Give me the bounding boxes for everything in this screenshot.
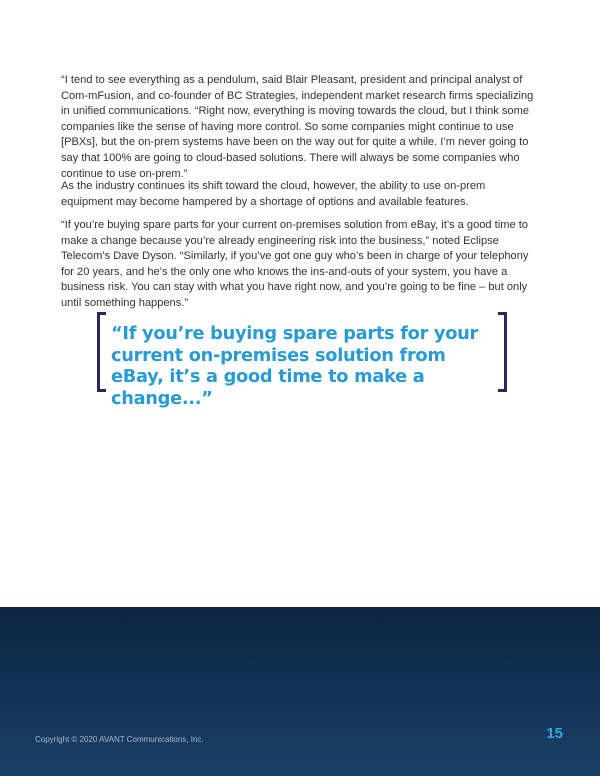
page-number: 15 bbox=[546, 725, 563, 742]
right-bracket bbox=[498, 312, 507, 392]
pull-quote-callout bbox=[97, 312, 507, 409]
left-bracket bbox=[97, 312, 106, 392]
paragraph-pleasant-quote: “I tend to see everything as a pendulum, said Blair Pleasant, president and principal analyst of Com-mFusion, and co-founder of BC Strategies, independent market research firms specializing in unified communications. “Right now, everything is moving towards the cloud, but I think some companies like the sense of having more control. So some companies might continue to use [PBXs], but the on-prem systems have been on the way out for quite a while. I’m never going to say that 100% are going to cloud-based solutions. There will always be some companies who continue to use on-prem.” bbox=[61, 74, 534, 180]
copyright-text: Copyright © 2020 AVANT Communications, Inc. bbox=[35, 735, 204, 744]
page-footer bbox=[0, 607, 600, 776]
pull-quote-text: “If you’re buying spare parts for your current on-premises solution from eBay, it’s a good time to make a change...” bbox=[111, 323, 478, 409]
paragraph-dyson-quote: “If you’re buying spare parts for your current on-premises solution from eBay, it’s a good time to make a change because you’re already engineering risk into the business,” noted Eclipse Telecom’s Dave Dyson. “Similarly, if you’ve got one guy who’s been in charge of your telephony for 20 years, and he’s the only one who knows the ins-and-outs of your system, you have a business risk. You can stay with what you have right now, and you’re going to be fine – but only until something happens.” bbox=[61, 219, 529, 309]
paragraph-industry-shift: As the industry continues its shift toward the cloud, however, the ability to use on-prem equipment may become hampered by a shortage of options and available features. bbox=[61, 180, 486, 208]
